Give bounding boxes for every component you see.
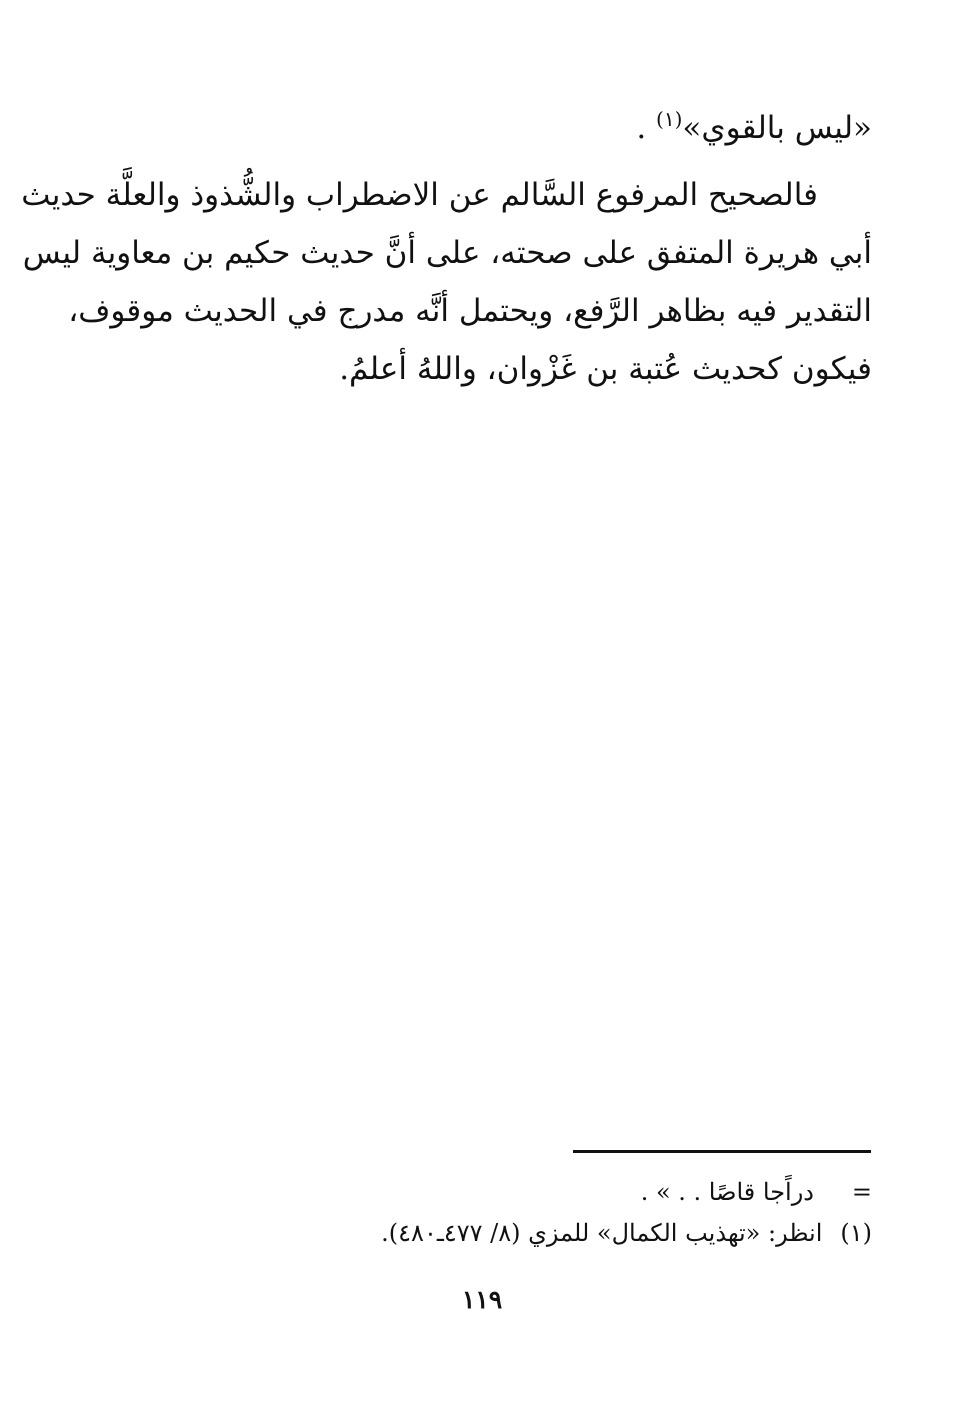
continuation-mark: = — [851, 1178, 872, 1206]
page-number: ١١٩ — [461, 1285, 503, 1314]
paragraph-line: التقدير فيه بظاهر الرَّفع، ويحتمل أنَّه مدرج في الحديث موقوف، — [68, 293, 872, 329]
body-paragraph — [21, 166, 872, 398]
footnote — [381, 1215, 872, 1251]
continued-text-line — [636, 102, 872, 154]
paragraph-line: أبي هريرة المتفق على صحته، على أنَّ حديث حكيم بن معاوية ليس — [22, 235, 872, 271]
line-end-punctuation: . — [636, 110, 657, 146]
paragraph-line: فيكون كحديث عُتبة بن غَزْوان، واللهُ أعلمُ. — [339, 351, 872, 387]
footnote-number: (١) — [840, 1219, 872, 1247]
footnote-text: انظر: «تهذيب الكمال» للمزي (٨/ ٤٧٧ـ٤٨٠). — [381, 1219, 823, 1247]
paragraph-line: فالصحيح المرفوع السَّالم عن الاضطراب والشُّذوذ والعلَّة حديث — [21, 177, 818, 213]
footnote-separator — [573, 1150, 871, 1153]
footnote-reference[interactable]: (١) — [656, 107, 683, 131]
continuation-text: دراًجا قاصًا . . » . — [640, 1178, 814, 1206]
footnote-continuation — [641, 1174, 872, 1210]
quote-text: «ليس بالقوي» — [682, 110, 872, 146]
